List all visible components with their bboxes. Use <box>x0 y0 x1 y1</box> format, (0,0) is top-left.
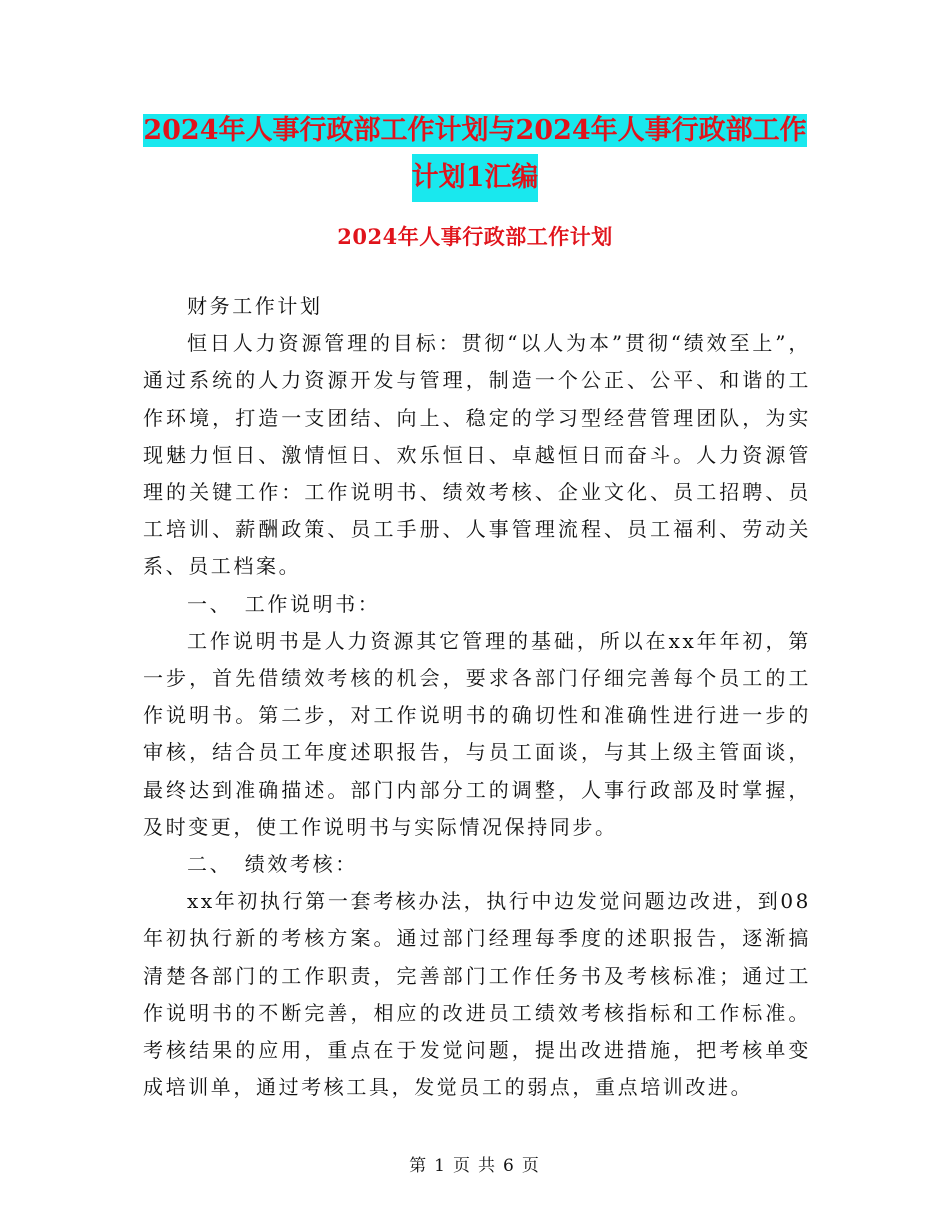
paragraph-job-description: 工作说明书是人力资源其它管理的基础，所以在xx年年初，第一步，首先借绩效考核的机会，要求各部门仔细完善每个员工的工作说明书。第二步，对工作说明书的确切性和准确性进行进一步的审核，结合员工年度述职报告，与员工面谈，与其上级主管面谈，最终达到准确描述。部门内部分工的调整，人事行政部及时掌握，及时变更，使工作说明书与实际情况保持同步。 <box>143 628 811 839</box>
footer-page-label: 页 <box>453 1156 472 1176</box>
section-title: 2024年人事行政部工作计划 <box>337 224 613 249</box>
document-title <box>0 108 950 202</box>
footer-page-number: 1 <box>434 1156 447 1176</box>
paragraph-hr-goals: 恒日人力资源管理的目标：贯彻“以人为本”贯彻“绩效至上”，通过系统的人力资源开发与管理，制造一个公正、公平、和谐的工作环境，打造一支团结、向上、稳定的学习型经营管理团队，为实现魅力恒日、激情恒日、欢乐恒日、卓越恒日而奋斗。人力资源管理的关键工作：工作说明书、绩效考核、企业文化、员工招聘、员工培训、薪酬政策、员工手册、人事管理流程、员工福利、劳动关系、员工档案。 <box>143 331 811 579</box>
footer-prefix: 第 <box>409 1156 429 1176</box>
paragraph-performance: xx年初执行第一套考核办法，执行中边发觉问题边改进，到08年初执行新的考核方案。通过部门经理每季度的述职报告，逐渐搞清楚各部门的工作职责，完善部门工作任务书及考核标准；通过工作说明书的不断完善，相应的改进员工绩效考核指标和工作标准。考核结果的应用，重点在于发觉问题，提出改进措施，把考核单变成培训单，通过考核工具，发觉员工的弱点，重点培训改进。 <box>143 889 811 1100</box>
paragraph-heading-performance: 二、 绩效考核： <box>187 852 358 877</box>
footer-total-pages: 6 <box>503 1156 516 1176</box>
title-line-2: 计划1汇编 <box>412 154 539 202</box>
footer-total-prefix: 共 <box>478 1156 497 1176</box>
title-line-1: 2024年人事行政部工作计划与2024年人事行政部工作 <box>143 115 807 146</box>
footer-total-label: 页 <box>521 1156 541 1176</box>
paragraph-heading-job-description: 一、 工作说明书： <box>187 591 381 616</box>
paragraph-heading-finance: 财务工作计划 <box>187 294 323 318</box>
document-body <box>143 288 811 1106</box>
page-footer <box>0 1151 950 1176</box>
